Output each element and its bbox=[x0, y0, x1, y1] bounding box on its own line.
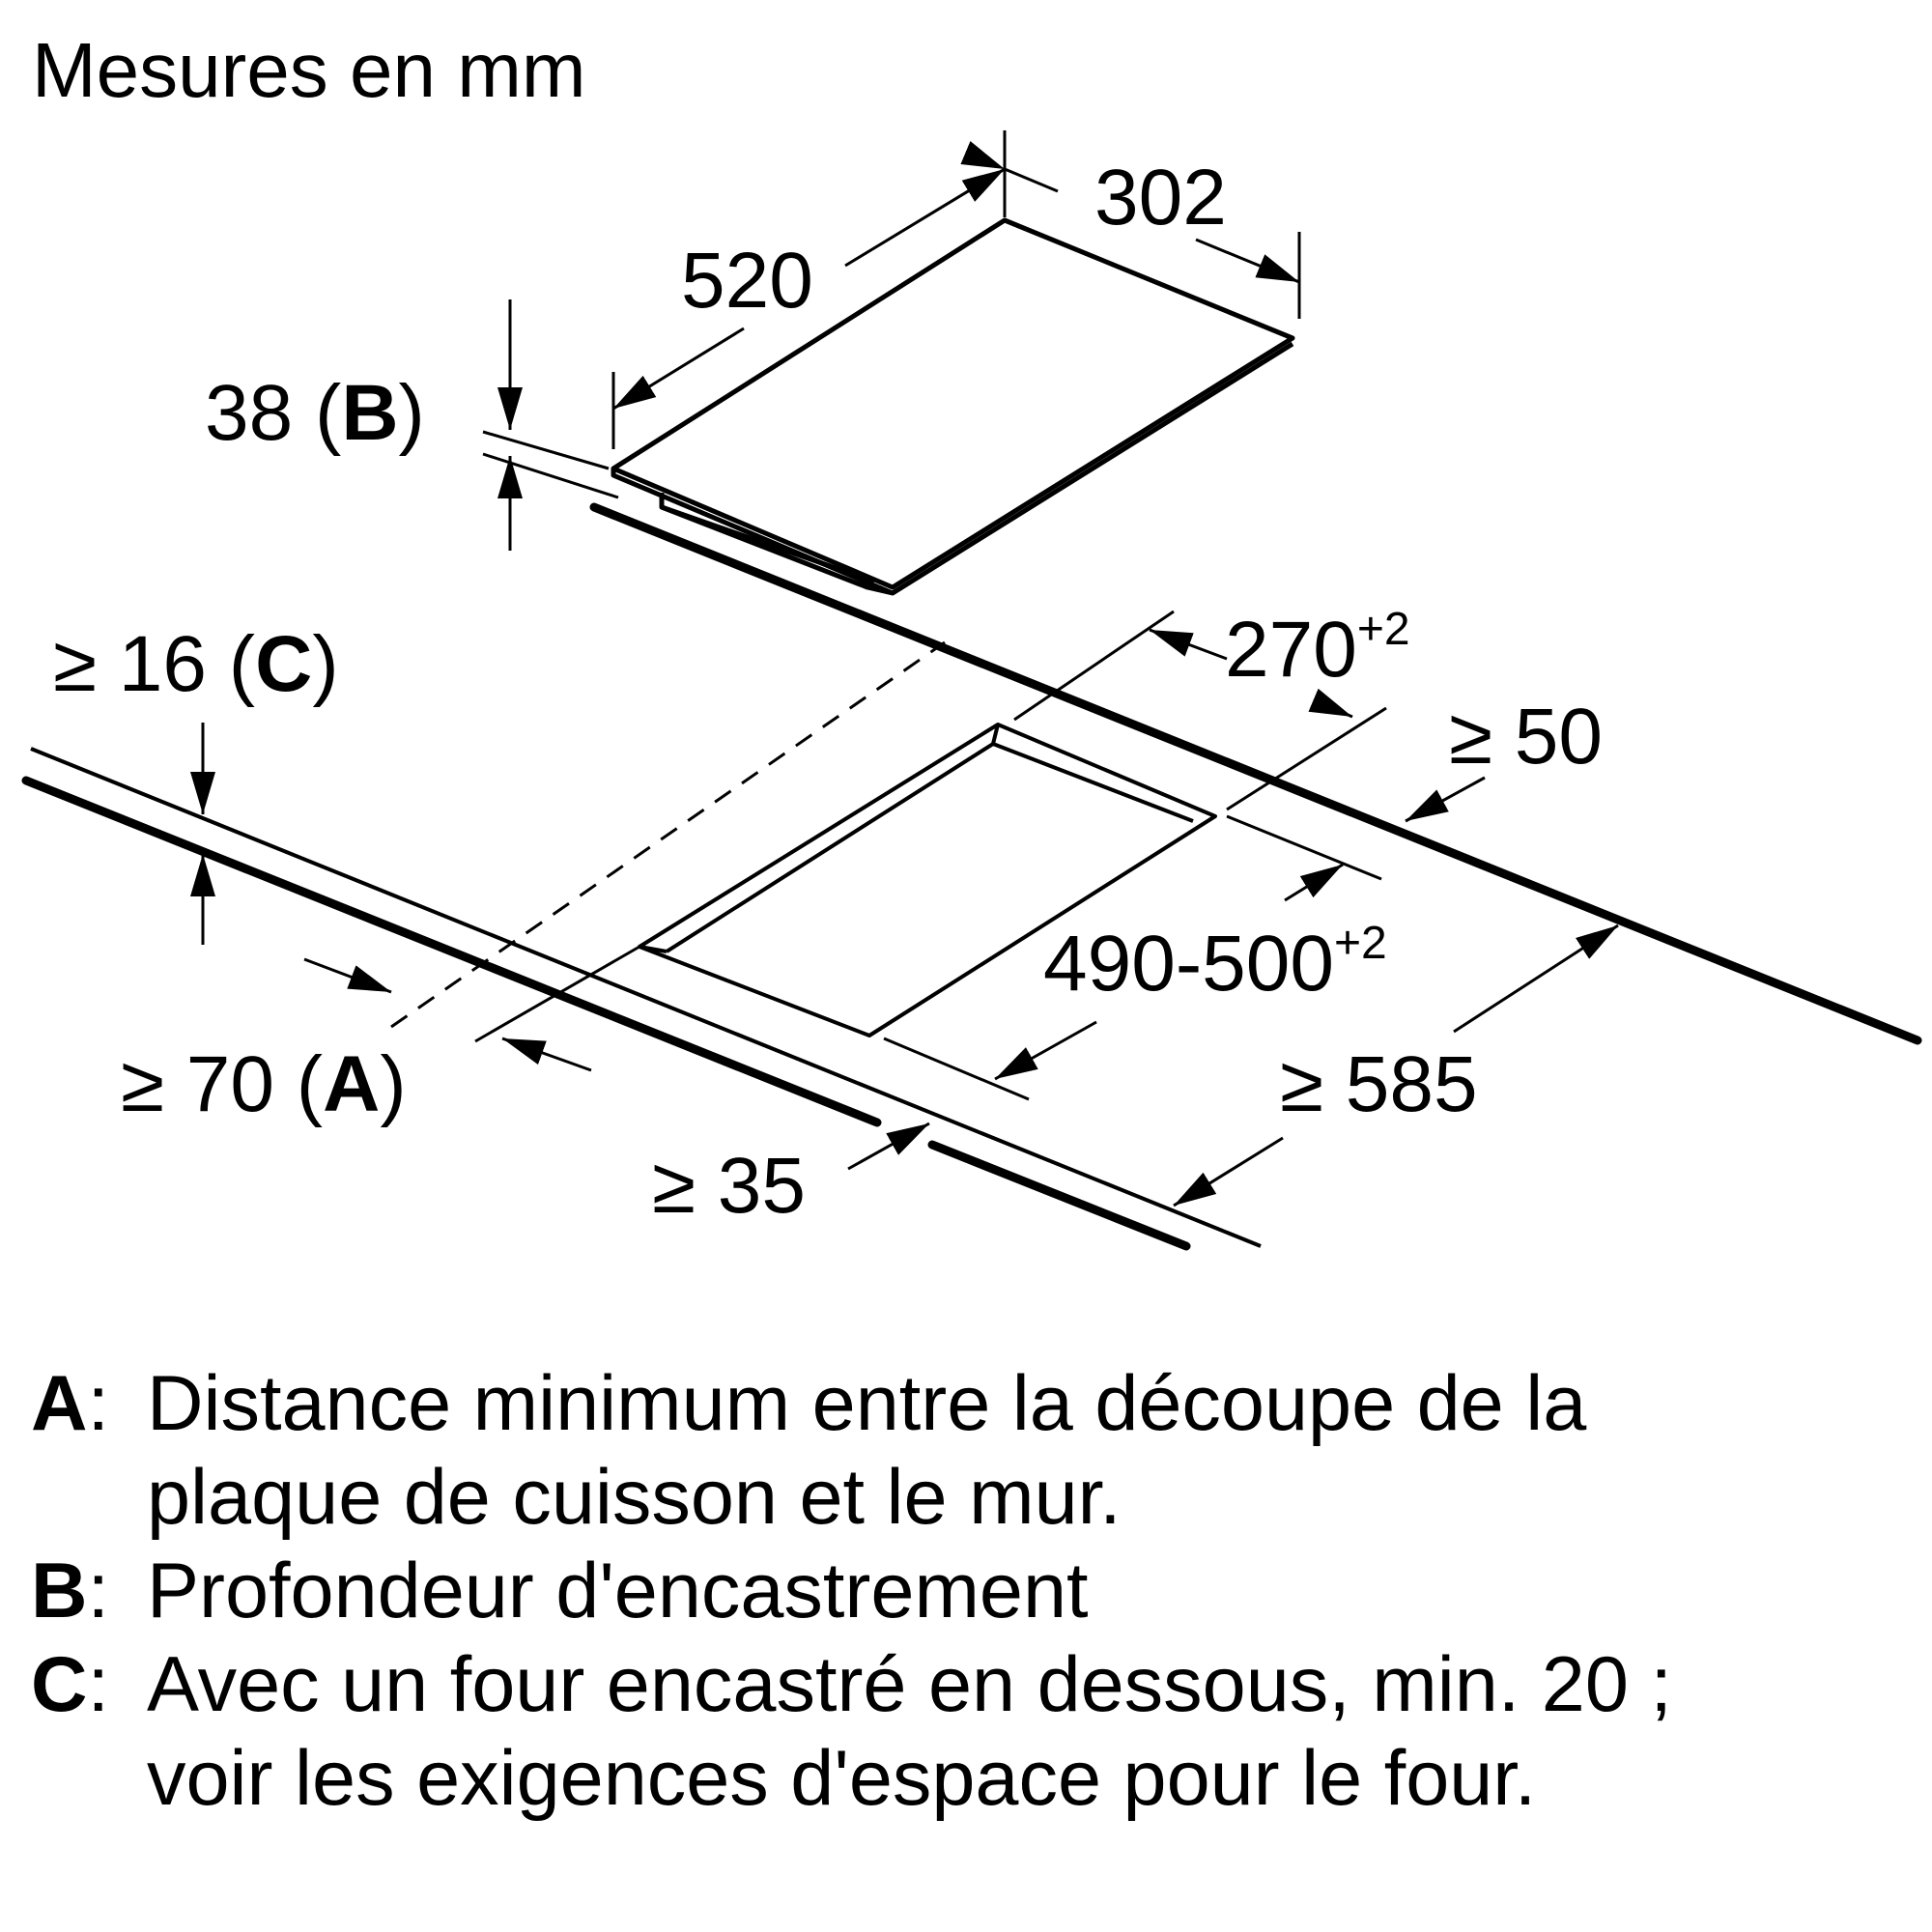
legend-item-c bbox=[31, 1638, 1692, 1826]
legend-text-a: Distance minimum entre la découpe de la plaque de cuisson et le mur. bbox=[147, 1360, 1587, 1541]
legend-text-b: Profondeur d'encastrement bbox=[147, 1548, 1089, 1634]
dim-490-label: $490-500^{+2}$ bbox=[1043, 918, 1387, 1008]
dim-38-label: 38 (B) bbox=[205, 369, 425, 457]
dim-302-label: 302 bbox=[1094, 154, 1227, 242]
dim-35-label: ≥ 35 bbox=[652, 1142, 806, 1230]
diagram-title: Mesures en mm bbox=[32, 27, 586, 113]
dim-520-label: 520 bbox=[681, 237, 813, 325]
dim-270-label: $270^{+2}$ bbox=[1225, 604, 1410, 694]
legend-item-a bbox=[31, 1357, 1692, 1545]
legend-text-c: Avec un four encastré en dessous, min. 20 ; voir les exigences d'espace pour le four. bbox=[147, 1641, 1672, 1822]
legend-key-b: B bbox=[31, 1548, 88, 1634]
legend-key-c: C bbox=[31, 1641, 88, 1728]
cutout-extension-dashed bbox=[391, 642, 945, 1027]
legend-sep-c: : bbox=[87, 1641, 110, 1728]
dim-16-label: ≥ 16 (C) bbox=[53, 620, 339, 708]
dim-50-label: ≥ 50 bbox=[1449, 693, 1603, 781]
legend-item-b bbox=[31, 1545, 1692, 1638]
legend bbox=[31, 1357, 1692, 1826]
legend-sep-b: : bbox=[87, 1548, 110, 1634]
dim-70-label: ≥ 70 (A) bbox=[121, 1040, 407, 1128]
legend-sep-a: : bbox=[87, 1360, 110, 1447]
dim-50-lines bbox=[1406, 778, 1485, 821]
dim-35-lines bbox=[848, 1123, 929, 1169]
dim-585-label: ≥ 585 bbox=[1280, 1040, 1478, 1128]
legend-key-a: A bbox=[31, 1360, 88, 1447]
